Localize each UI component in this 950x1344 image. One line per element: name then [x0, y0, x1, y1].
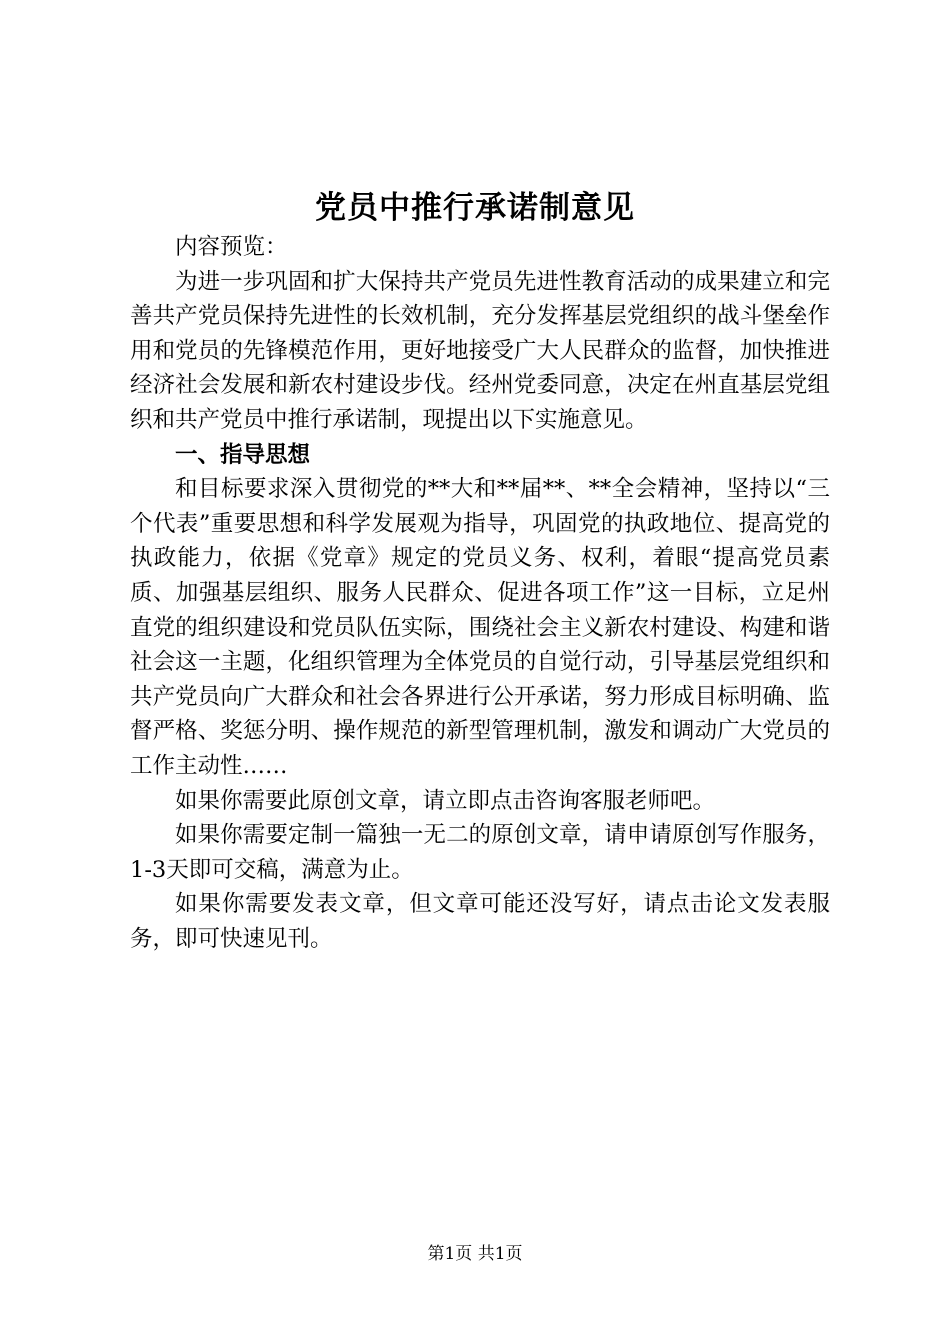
- promo-custom-writing-link[interactable]: 如果你需要定制一篇独一无二的原创文章，请申请原创写作服务，1-3天即可交稿，满意为止。: [130, 822, 830, 883]
- preview-label: 内容预览：: [175, 234, 288, 260]
- document-title: 党员中推行承诺制意见: [315, 190, 635, 226]
- document-body: [130, 230, 830, 956]
- page-number-footer: 第1页 共1页: [427, 1244, 523, 1264]
- promo-consult-link[interactable]: 如果你需要此原创文章，请立即点击咨询客服老师吧。: [175, 787, 716, 814]
- promo-publishing-link[interactable]: 如果你需要发表文章，但文章可能还没写好，请点击论文发表服务，即可快速见刊。: [130, 891, 830, 952]
- section-body-guiding-ideology: 和目标要求深入贯彻党的**大和**届**、**全会精神，坚持以“三个代表”重要思想和科学发展观为指导，巩固党的执政地位、提高党的执政能力，依据《党章》规定的党员义务、权利，着眼“提高党员素质、加强基层组织、服务人民群众、促进各项工作”这一目标，立足州直党的组织建设和党员队伍实际，围绕社会主义新农村建设、构建和谐社会这一主题，化组织管理为全体党员的自觉行动，引导基层党组织和共产党员向广大群众和社会各界进行公开承诺，努力形成目标明确、监督严格、奖惩分明、操作规范的新型管理机制，激发和调动广大党员的工作主动性……: [130, 476, 830, 779]
- intro-paragraph: 为进一步巩固和扩大保持共产党员先进性教育活动的成果建立和完善共产党员保持先进性的长效机制，充分发挥基层党组织的战斗堡垒作用和党员的先锋模范作用，更好地接受广大人民群众的监督，加快推进经济社会发展和新农村建设步伐。经州党委同意，决定在州直基层党组织和共产党员中推行承诺制，现提出以下实施意见。: [130, 268, 830, 433]
- section-heading-guiding-ideology: 一、指导思想: [175, 441, 311, 468]
